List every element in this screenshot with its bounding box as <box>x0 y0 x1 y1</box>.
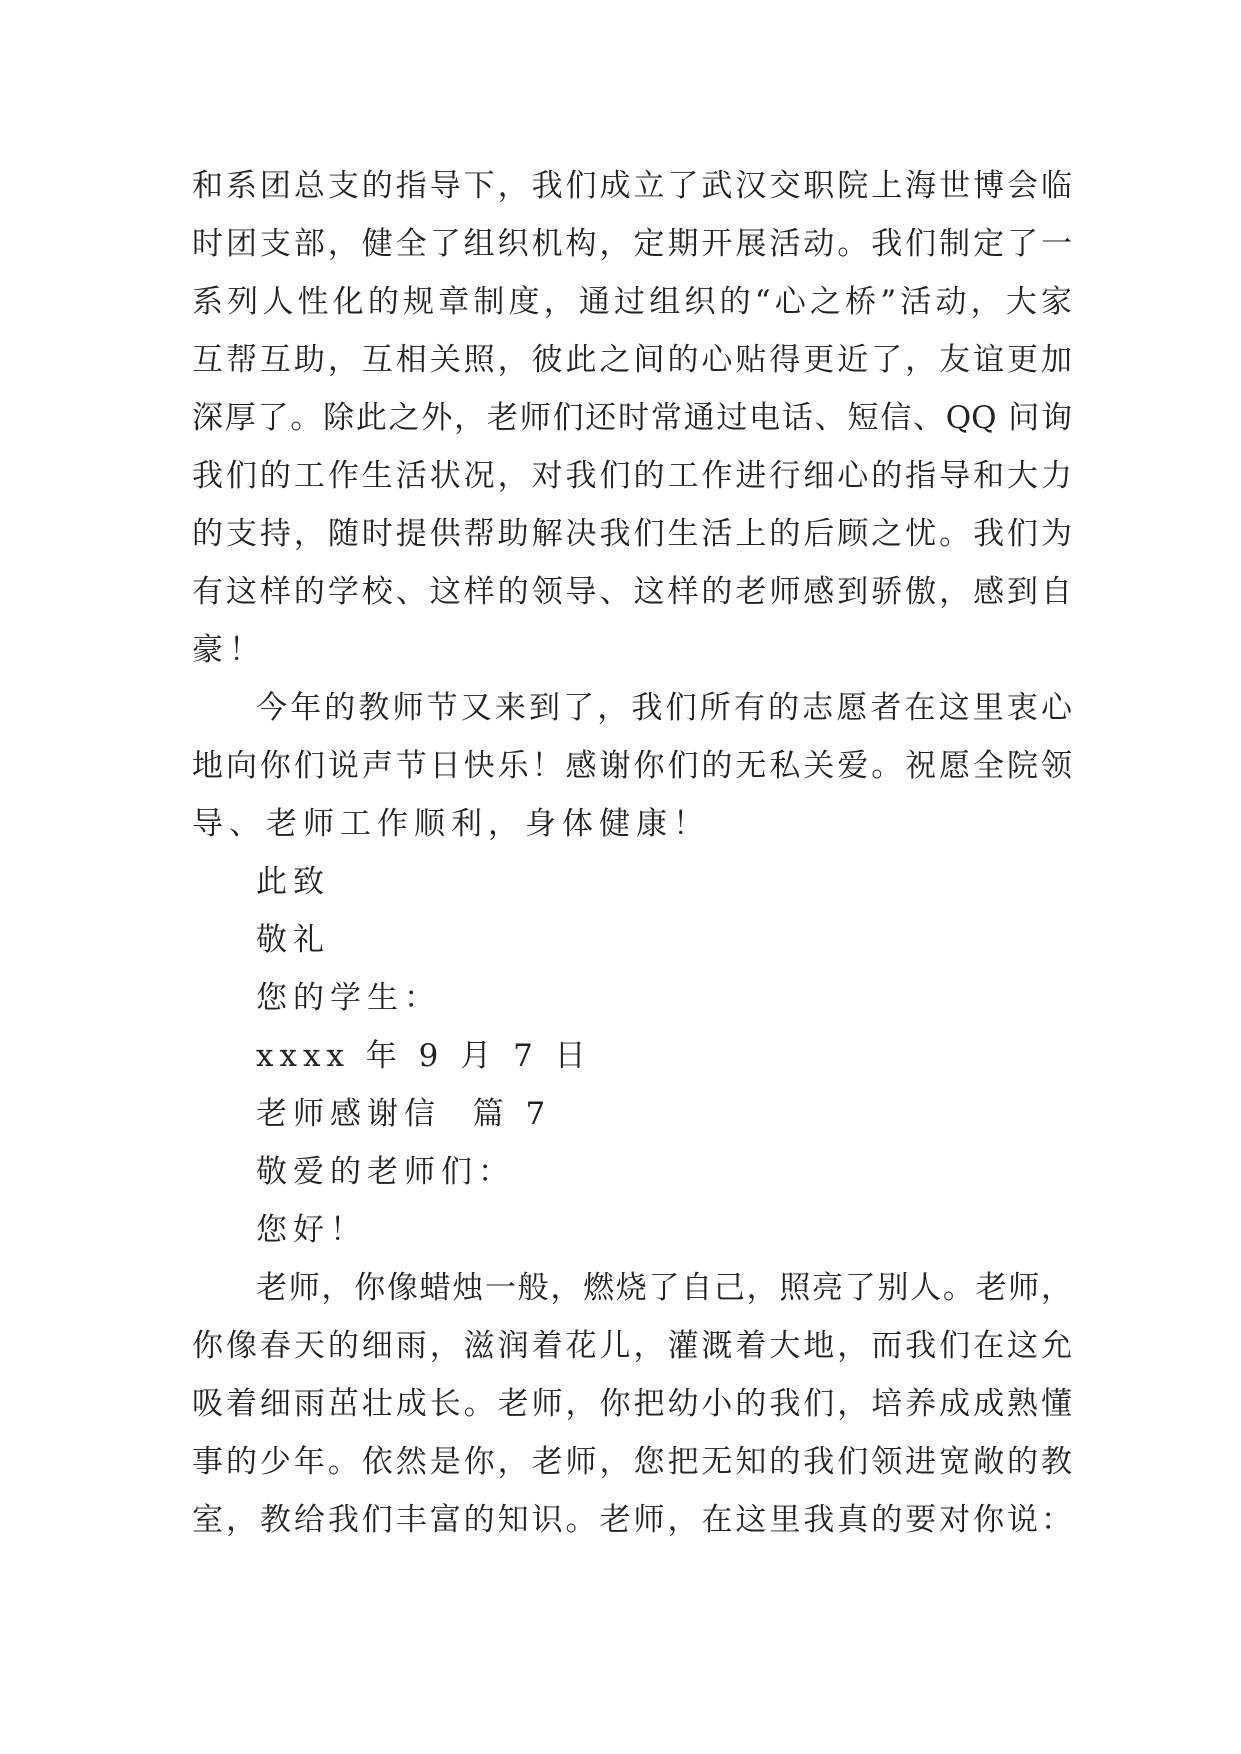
body-text-line: 事的少年。依然是你，老师，您把无知的我们领进宽敞的教 <box>192 1444 1072 1480</box>
body-text-line: 你像春天的细雨，滋润着花儿，灌溉着大地，而我们在这允 <box>192 1328 1072 1364</box>
closing-salutation: 敬礼 <box>256 922 330 958</box>
body-text-line: 的支持，随时提供帮助解决我们生活上的后顾之忧。我们为 <box>192 516 1072 552</box>
body-text-line: 和系团总支的指导下，我们成立了武汉交职院上海世博会临 <box>192 168 1072 204</box>
section-title: 老师感谢信 篇 7 <box>256 1096 552 1132</box>
body-text-line: 导、老师工作顺利，身体健康！ <box>192 806 710 842</box>
body-text-line: 有这样的学校、这样的领导、这样的老师感到骄傲，感到自 <box>192 574 1072 610</box>
body-text-line: 今年的教师节又来到了，我们所有的志愿者在这里衷心 <box>256 690 1072 726</box>
body-text-line: 室，教给我们丰富的知识。老师，在这里我真的要对你说： <box>192 1502 1072 1538</box>
letter-date: xxxx 年 9 月 7 日 <box>256 1038 592 1074</box>
body-text-line: 深厚了。除此之外，老师们还时常通过电话、短信、QQ 问询 <box>192 400 1072 436</box>
closing-salutation: 此致 <box>256 864 330 900</box>
body-text-line: 地向你们说声节日快乐！感谢你们的无私关爱。祝愿全院领 <box>192 748 1072 784</box>
signature: 您的学生： <box>256 980 441 1016</box>
body-text-line: 系列人性化的规章制度，通过组织的“心之桥”活动，大家 <box>192 284 1072 320</box>
body-text-line: 吸着细雨茁壮成长。老师，你把幼小的我们，培养成成熟懂 <box>192 1386 1072 1422</box>
body-text-line: 时团支部，健全了组织机构，定期开展活动。我们制定了一 <box>192 226 1072 262</box>
body-text-line: 我们的工作生活状况，对我们的工作进行细心的指导和大力 <box>192 458 1072 494</box>
body-text-line: 豪！ <box>192 632 266 668</box>
greeting-hello: 您好！ <box>256 1212 367 1248</box>
body-text-line: 老师，你像蜡烛一般，燃烧了自己，照亮了别人。老师， <box>256 1270 1072 1306</box>
greeting-addressee: 敬爱的老师们： <box>256 1154 515 1190</box>
body-text-line: 互帮互助，互相关照，彼此之间的心贴得更近了，友谊更加 <box>192 342 1072 378</box>
